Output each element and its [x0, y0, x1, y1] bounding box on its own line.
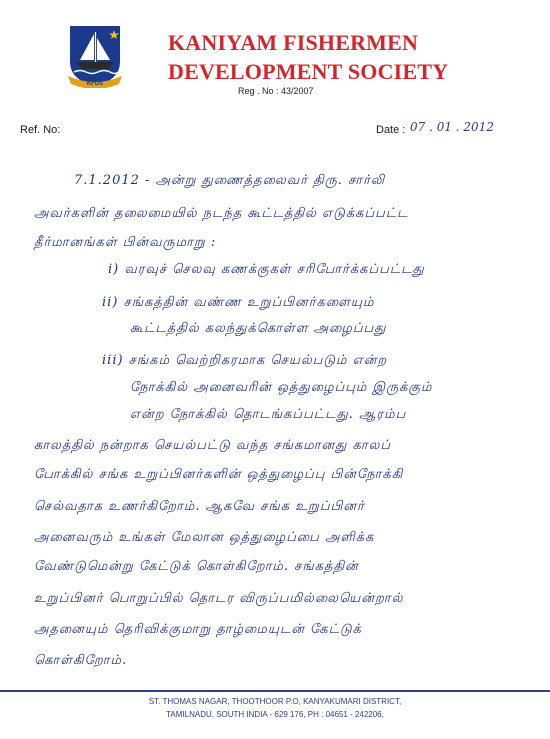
handwritten-line: அதனையும் தெரிவிக்குமாறு தாழ்மையுடன் கேட்டுக் [34, 622, 362, 637]
handwritten-line: i) வரவுச் செலவு கணக்குகள் சரிபோர்க்கப்பட்டது [108, 262, 425, 277]
handwritten-line: அவர்களின் தலைமையில் நடந்த கூட்டத்தில் எடுக்கப்பட்ட [34, 206, 409, 221]
organization-name-line2: DEVELOPMENT SOCIETY [168, 59, 449, 84]
footer-address-line1: ST. THOMAS NAGAR, THOOTHOOR P.O, KANYAKUMARI DISTRICT, [148, 697, 402, 706]
handwritten-line: அனைவரும் உங்கள் மேலான ஒத்துழைப்பை அளிக்க [34, 530, 375, 545]
organization-name-line1: KANIYAM FISHERMEN [168, 30, 419, 55]
handwritten-line: காலத்தில் நன்றாக செயல்பட்டு வந்த சங்கமானது காலப் [34, 438, 392, 453]
handwritten-line: நோக்கில் அனைவரின் ஒத்துழைப்பும் இருக்கும் [130, 380, 433, 395]
handwritten-line: தீர்மானங்கள் பின்வருமாறு : [34, 235, 217, 250]
footer-divider [0, 690, 550, 692]
handwritten-line: ii) சங்கத்தின் வண்ண உறுப்பினர்களையும் [102, 295, 375, 310]
date-value: 07 . 01 . 2012 [410, 120, 494, 134]
handwritten-line: கூட்டத்தில் கலந்துக்கொள்ள அழைப்பது [130, 321, 387, 336]
registration-number: Reg . No : 43/2007 [238, 86, 314, 96]
handwritten-line: செல்வதாக உணர்கிறோம். ஆகவே சங்க உறுப்பினர் [34, 499, 365, 514]
handwritten-line: உறுப்பினர் பொறுப்பில் தொடர விருப்பமில்லையென்றால் [34, 591, 404, 606]
handwritten-line: என்ற நோக்கில் தொடங்கப்பட்டது. ஆரம்ப [130, 407, 407, 422]
handwritten-line: 7.1.2012 - அன்று துணைத்தலைவர் திரு. சார்லி [74, 173, 386, 188]
handwritten-line: iii) சங்கம் வெற்றிகரமாக செயல்படும் என்ற [102, 353, 388, 368]
handwritten-line: கொள்கிறோம். [34, 653, 128, 668]
handwritten-line: போக்கில் சங்க உறுப்பினர்களின் ஒத்துழைப்பு பின்நோக்கி [34, 467, 404, 482]
date-label: Date : [376, 124, 406, 136]
handwritten-line: வேண்டுமென்று கேட்டுக் கொள்கிறோம். சங்கத்தின் [34, 559, 359, 574]
ref-label: Ref. No: [20, 124, 61, 136]
footer-address-line2: TAMILNADU, SOUTH INDIA - 629 176, PH : 04651 - 242206, [166, 710, 384, 719]
logo-text: KFDS [86, 81, 104, 87]
